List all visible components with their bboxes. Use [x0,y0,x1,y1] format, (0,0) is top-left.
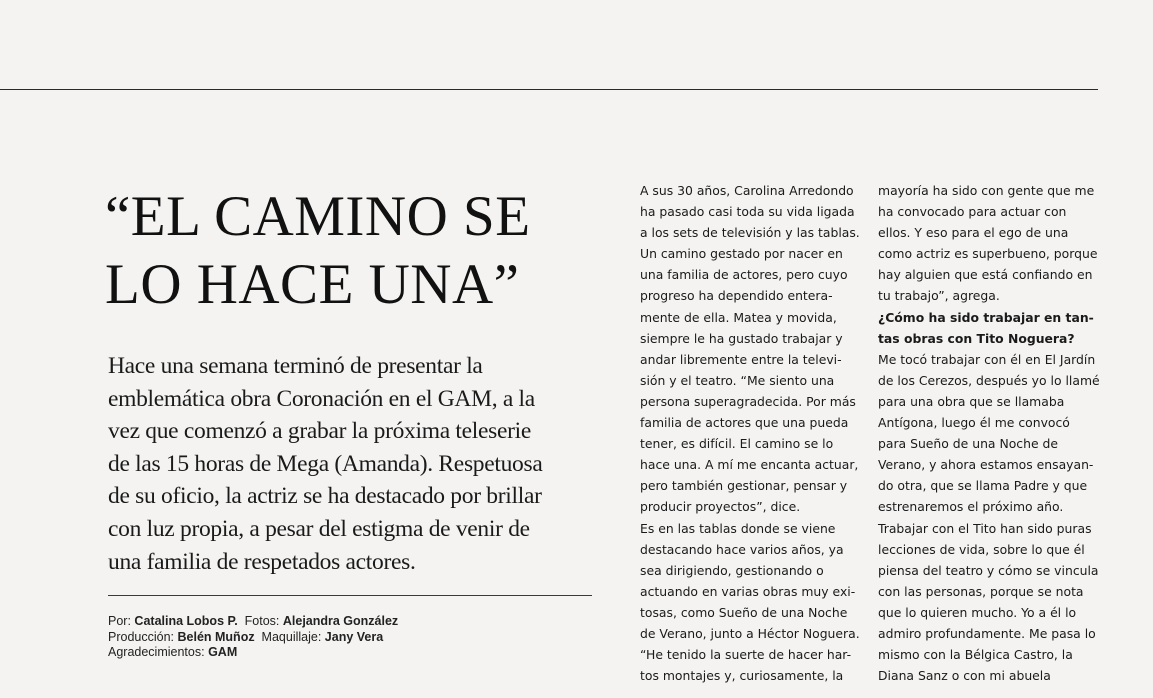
body-line: Es en las tablas donde se viene [640,520,836,536]
lead-line: de su oficio, la actriz se ha destacado por brillar [108,483,542,510]
article-credits [108,614,608,661]
headline-line: “EL CAMINO SE [105,185,531,248]
body-line: para Sueño de una Noche de [878,436,1059,452]
body-line: tos montajes y, curiosamente, la [640,668,844,684]
body-line: tosas, como Sueño de una Noche [640,604,848,620]
body-line: ellos. Y eso para el ego de una [878,225,1069,241]
body-line: sión y el teatro. “Me siento una [640,372,835,388]
body-line: lecciones de vida, sobre lo que él [878,541,1085,557]
body-line: A sus 30 años, Carolina Arredondo [640,183,854,198]
interview-question: tas obras con Tito Noguera? [878,330,1075,346]
body-column-1 [640,180,865,686]
article-headline [105,183,625,319]
photos-label: Fotos: [244,614,280,628]
lead-line: con luz propia, a pesar del estigma de venir de [108,515,530,542]
thanks-label: Agradecimientos: [108,645,205,659]
production-label: Producción: [108,629,175,644]
body-line: como actriz es superbueno, porque [878,246,1098,262]
top-divider-rule [0,89,1098,90]
body-line: Diana Sanz o con mi abuela [878,668,1051,684]
interview-question: ¿Cómo ha sido trabajar en tan- [878,309,1094,325]
body-line: persona superagradecida. Por más [640,393,856,409]
lead-line: de las 15 horas de Mega (Amanda). Respetuosa [108,450,543,477]
body-line: a los sets de televisión y las tablas. [640,225,860,241]
body-line: actuando en varias obras muy exi- [640,583,856,599]
body-line: “He tenido la suerte de hacer har- [640,647,852,663]
author-label: Por: [108,614,131,628]
body-line: Verano, y ahora estamos ensayan- [878,457,1094,473]
body-line: Antígona, luego él me convocó [878,415,1070,431]
body-line: de Verano, junto a Héctor Noguera. [640,625,860,641]
body-line: ha pasado casi toda su vida ligada [640,204,855,220]
body-line: Me tocó trabajar con él en El Jardín [878,351,1096,367]
body-line: hace una. A mí me encanta actuar, [640,457,859,473]
makeup-artist-name: Jany Vera [324,629,384,644]
headline-line: LO HACE UNA” [105,253,520,316]
body-line: sea dirigiendo, gestionando o [640,562,824,578]
lead-line: emblemática obra Coronación en el GAM, a la [108,385,535,412]
credits-divider-rule [108,595,592,596]
producer-name: Belén Muñoz [177,629,255,644]
body-line: siempre le ha gustado trabajar y [640,330,843,346]
body-line: que lo quieren mucho. Yo a él lo [878,604,1077,620]
body-line: una familia de actores, pero cuyo [640,267,848,283]
body-line: mente de ella. Matea y movida, [640,309,837,325]
body-line: admiro profundamente. Me pasa lo [878,625,1096,641]
body-line: tener, es difícil. El camino se lo [640,436,834,452]
body-line: do otra, que se llama Padre y que [878,478,1088,494]
lead-line: una familia de respetados actores. [108,548,416,575]
lead-line: Hace una semana terminó de presentar la [108,353,483,379]
body-column-2 [878,180,1103,686]
photographer-name: Alejandra González [282,614,399,628]
makeup-label: Maquillaje: [261,629,322,644]
body-line: piensa del teatro y cómo se vincula [878,562,1099,578]
credits-line-thanks [108,645,608,661]
body-line: ha convocado para actuar con [878,204,1067,220]
body-line: mismo con la Bélgica Castro, la [878,647,1073,663]
body-line: de los Cerezos, después yo lo llamé [878,372,1100,388]
thanks-name: GAM [208,645,238,659]
body-line: estrenaremos el próximo año. [878,499,1064,515]
body-line: pero también gestionar, pensar y [640,478,848,494]
body-line: con las personas, porque se nota [878,583,1084,599]
article-lead [108,350,608,578]
body-line: Un camino gestado por nacer en [640,246,843,262]
body-line: destacando hace varios años, ya [640,541,844,557]
body-line: progreso ha dependido entera- [640,288,833,304]
author-name: Catalina Lobos P. [134,614,238,628]
body-line: hay alguien que está confiando en [878,267,1093,283]
body-line: para una obra que se llamaba [878,393,1065,409]
body-line: producir proyectos”, dice. [640,499,801,515]
credits-line-production [108,630,608,646]
credits-line-author [108,614,608,630]
body-line: Trabajar con el Tito han sido puras [878,520,1092,536]
body-line: andar libremente entre la televi- [640,351,842,367]
body-line: tu trabajo”, agrega. [878,288,1000,304]
body-line: mayoría ha sido con gente que me [878,183,1095,198]
body-line: familia de actores que una pueda [640,415,849,431]
lead-line: vez que comenzó a grabar la próxima teleserie [108,418,531,445]
